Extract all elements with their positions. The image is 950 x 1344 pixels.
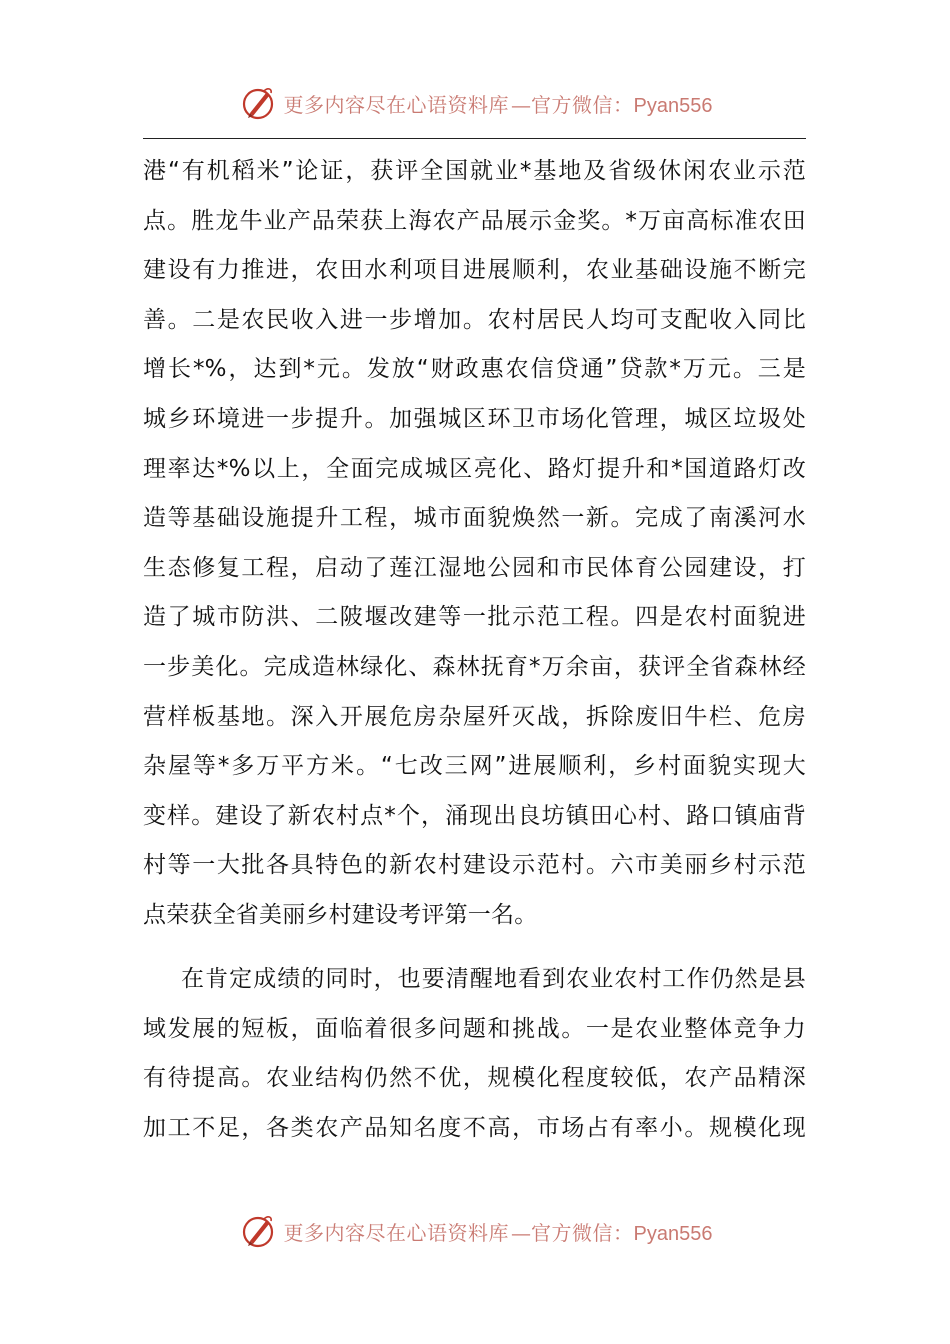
text-line: 营样板基地。深入开展危房杂屋歼灭战，拆除废旧牛栏、危房 [143,703,806,730]
pen-logo-icon [238,1211,278,1251]
paragraph-2 [143,955,806,1153]
text-line: 域发展的短板，面临着很多问题和挑战。一是农业整体竞争力 [143,1015,806,1042]
wechat-handle: Pyan556 [633,1222,713,1245]
text-line: 加工不足，各类农产品知名度不高，市场占有率小。规模化现 [143,1114,806,1141]
text-line: 变样。建设了新农村点*个，涌现出良坊镇田心村、路口镇庙背 [143,802,806,829]
pen-logo-icon [238,83,278,123]
wechat-handle: Pyan556 [633,94,713,117]
footer-banner [0,1208,950,1254]
text-line: 善。二是农民收入进一步增加。农村居民人均可支配收入同比 [143,306,806,333]
text-line: 城乡环境进一步提升。加强城区环卫市场化管理，城区垃圾处 [143,405,806,432]
paragraph-1 [143,147,806,941]
text-line: 生态修复工程，启动了莲江湿地公园和市民体育公园建设，打 [143,554,806,581]
text-line: 理率达*%以上，全面完成城区亮化、路灯提升和*国道路灯改 [143,455,806,482]
text-line: 杂屋等*多万平方米。“七改三网”进展顺利，乡村面貌实现大 [143,753,806,780]
header-banner [0,80,950,126]
text-line: 点。胜龙牛业产品荣获上海农产品展示金奖。*万亩高标准农田 [143,207,806,234]
text-line: 有待提高。农业结构仍然不优，规模化程度较低，农产品精深 [143,1065,806,1092]
text-line: 造等基础设施提升工程，城市面貌焕然一新。完成了南溪河水 [143,505,806,532]
header-divider [143,138,806,139]
banner-text: 更多内容尽在心语资料库 — 官方微信：Pyan556 [283,92,713,117]
text-line: 在肯定成绩的同时，也要清醒地看到农业农村工作仍然是县 [181,966,806,992]
banner-text: 更多内容尽在心语资料库 — 官方微信：Pyan556 [283,1220,713,1245]
text-line: 港“有机稻米”论证，获评全国就业*基地及省级休闲农业示范 [143,158,806,184]
text-line: 村等一大批各具特色的新农村建设示范村。六市美丽乡村示范 [143,852,806,879]
text-line: 一步美化。完成造林绿化、森林抚育*万余亩，获评全省森林经 [143,653,806,680]
text-line: 增长*%，达到*元。发放“财政惠农信贷通”贷款*万元。三是 [143,356,806,383]
text-line: 建设有力推进，农田水利项目进展顺利，农业基础设施不断完 [143,257,806,284]
text-line: 造了城市防洪、二陂堰改建等一批示范工程。四是农村面貌进 [143,604,806,631]
text-line: 点荣获全省美丽乡村建设考评第一名。 [143,901,538,928]
